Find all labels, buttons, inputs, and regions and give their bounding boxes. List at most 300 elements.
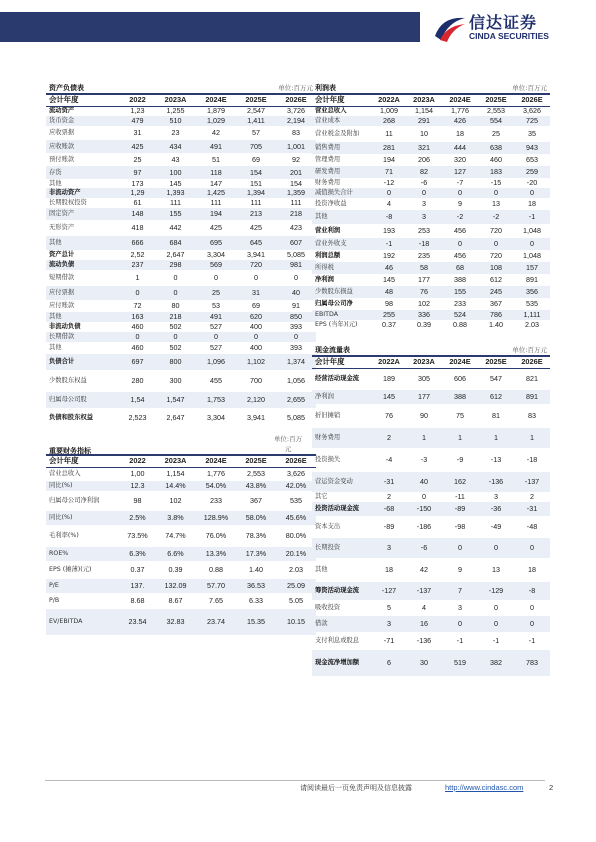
row-label: EPS (摊薄)(元) — [49, 566, 92, 573]
cell-value: 71 — [372, 166, 406, 178]
cell-value: 193 — [383, 226, 395, 235]
row-label: 营业成本 — [312, 116, 372, 126]
cell-value: 20.1% — [276, 547, 316, 561]
cell-value: -31 — [514, 502, 550, 516]
column-header-year: 2022A — [372, 357, 406, 368]
table-row — [46, 354, 316, 370]
cell-value: 0 — [514, 238, 550, 250]
cell-value: 1,102 — [236, 354, 276, 370]
cell-value: -18 — [526, 455, 538, 464]
row-label: 归属母公司净 — [315, 300, 353, 307]
website-link[interactable]: http://www.cindasc.com — [445, 783, 524, 792]
cell-value: 786 — [478, 310, 514, 320]
cell-value: 0 — [442, 616, 478, 632]
cell-value: 510 — [155, 116, 196, 126]
cell-value: 0 — [236, 332, 276, 342]
table-row — [46, 220, 316, 236]
cell-value: 2,647 — [166, 250, 185, 259]
cell-value: 0 — [514, 538, 550, 558]
cell-value: 32.83 — [155, 609, 196, 635]
cell-value: 0 — [276, 332, 316, 342]
table-row — [312, 320, 550, 330]
table-row — [46, 260, 316, 270]
cell-value: 3 — [372, 538, 406, 558]
table-row — [46, 511, 316, 525]
cell-value: 460 — [490, 155, 502, 164]
cell-value: 237 — [120, 260, 155, 270]
cell-value: 479 — [120, 116, 155, 126]
cell-value: 23.54 — [120, 609, 155, 635]
cell-value: -7 — [456, 178, 464, 187]
table-row — [312, 154, 550, 166]
cell-value: 194 — [383, 155, 395, 164]
cell-value: 1.40 — [489, 320, 503, 329]
cinda-logo — [432, 8, 582, 48]
cell-value: 700 — [250, 376, 262, 385]
cell-value: 42.0% — [276, 481, 316, 491]
row-label: 归属母公司股 — [46, 392, 120, 408]
cell-value: 3,626 — [287, 469, 305, 479]
cell-value: 7 — [442, 582, 478, 600]
row-label: P/E — [46, 579, 120, 593]
row-label: 投资净收益 — [315, 200, 347, 207]
cell-value: 606 — [454, 374, 466, 384]
cell-value: 6 — [372, 650, 406, 676]
cell-value: -98 — [454, 522, 466, 531]
cell-value: 3 — [458, 603, 462, 612]
cell-value: 2 — [372, 428, 406, 448]
cell-value: 321 — [406, 142, 442, 154]
cell-value: 12.3 — [120, 481, 155, 491]
cell-value: 76 — [385, 411, 393, 420]
table-title-bar — [312, 345, 550, 357]
cell-value: 1,096 — [196, 354, 236, 370]
column-header-year: 2026E — [514, 95, 550, 106]
column-header-year: 2022 — [120, 456, 155, 467]
cell-value: 393 — [290, 322, 302, 331]
cell-value: 111 — [290, 198, 302, 207]
cell-value: 502 — [169, 343, 182, 352]
cell-value: 2 — [530, 492, 534, 501]
cell-value: 1,029 — [196, 116, 236, 126]
cell-value: 218 — [276, 208, 316, 220]
cell-value: -6 — [420, 178, 428, 187]
row-label: 应收账款 — [46, 140, 120, 153]
cell-value: 620 — [236, 312, 276, 322]
cell-value: 173 — [131, 179, 144, 188]
cell-value: 68 — [442, 262, 478, 274]
row-label: 流动负债 — [46, 260, 120, 270]
cell-value: 7.65 — [209, 596, 223, 605]
table-row — [46, 286, 316, 300]
cell-value: 58.0% — [236, 511, 276, 525]
row-label: 存货 — [46, 166, 120, 179]
cell-value: 1 — [514, 428, 550, 448]
cell-value: 0 — [514, 188, 550, 198]
cell-value: 80 — [171, 301, 180, 310]
row-label: 毛利率(%) — [49, 532, 79, 539]
table-row — [46, 561, 316, 579]
table-row — [46, 198, 316, 208]
cell-value: 720 — [490, 226, 502, 235]
row-label: 支付利息或股息 — [315, 637, 360, 644]
cell-value: 281 — [372, 142, 406, 154]
cell-value: 1,776 — [207, 469, 225, 479]
table-row — [312, 600, 550, 616]
cell-value: 268 — [372, 116, 406, 126]
cell-value: 3,941 — [247, 250, 265, 259]
cell-value: 25.09 — [276, 579, 316, 593]
cell-value: 300 — [169, 376, 182, 385]
table-row — [312, 538, 550, 558]
row-label: 其他 — [49, 344, 62, 351]
cell-value: 0.37 — [130, 565, 145, 574]
cell-value: 612 — [478, 390, 514, 404]
cell-value: 2,647 — [166, 413, 185, 422]
cell-value: 132.09 — [155, 579, 196, 593]
cell-value: 393 — [290, 343, 302, 352]
cell-value: 194 — [196, 208, 236, 220]
cell-value: 57.70 — [196, 579, 236, 593]
cell-value: -137 — [406, 582, 442, 600]
cell-value: -137 — [514, 472, 550, 492]
cell-value: 456 — [454, 226, 466, 235]
cell-value: 356 — [514, 286, 550, 298]
cell-value: 0 — [173, 273, 178, 282]
cell-value: 3 — [372, 616, 406, 632]
cell-value: 183 — [478, 166, 514, 178]
cell-value: 0 — [494, 603, 498, 612]
cell-value: 3,626 — [523, 106, 541, 116]
cell-value: 3,304 — [207, 413, 225, 422]
cell-value: 1,009 — [380, 106, 398, 116]
row-label: 研发费用 — [312, 166, 372, 178]
table-row — [312, 368, 550, 390]
row-label: 非流动负债 — [49, 323, 81, 330]
row-label: 筹资活动现金流 — [312, 582, 372, 600]
table-title-bar — [46, 434, 316, 456]
column-header-label: 会计年度 — [312, 357, 372, 368]
table-row — [46, 408, 316, 428]
cell-value: 148 — [120, 208, 155, 220]
cell-value: 18 — [528, 565, 536, 574]
cell-value: 155 — [155, 208, 196, 220]
cell-value: -89 — [442, 502, 478, 516]
cell-value: 388 — [454, 275, 466, 284]
table-row — [312, 650, 550, 676]
table-unit: 单位:百万元 — [512, 84, 547, 92]
table-row — [46, 179, 316, 188]
table-row — [46, 126, 316, 140]
cell-value: 102 — [418, 299, 430, 308]
cell-value: 98 — [385, 299, 393, 308]
cell-value: 25 — [133, 154, 142, 164]
cell-value: 444 — [442, 142, 478, 154]
cell-value: 460 — [131, 322, 144, 331]
footer-divider — [45, 780, 545, 781]
table-row — [312, 502, 550, 516]
column-header-year: 2025E — [478, 357, 514, 368]
cell-value: 245 — [478, 286, 514, 298]
cell-value: 111 — [210, 198, 222, 207]
table-row — [46, 392, 316, 408]
cell-value: 1 — [406, 428, 442, 448]
table-row — [312, 178, 550, 188]
cell-value: 434 — [155, 140, 196, 153]
column-header-year: 2023A — [155, 456, 196, 467]
cell-value: 92 — [292, 154, 300, 164]
logo-text-en: CINDA SECURITIES — [469, 31, 549, 41]
cell-value: 3.8% — [155, 511, 196, 525]
cell-value: 0 — [530, 603, 534, 612]
cell-value: 0 — [214, 273, 218, 282]
cell-value: 259 — [514, 166, 550, 178]
cell-value: 455 — [210, 376, 222, 385]
cell-value: -36 — [478, 502, 514, 516]
table-row — [46, 270, 316, 286]
cell-value: 90 — [420, 411, 428, 420]
cell-value: 1,393 — [155, 188, 196, 198]
column-header-year: 2026E — [276, 95, 316, 106]
cell-value: 0 — [120, 332, 155, 342]
income-statement-table — [312, 83, 550, 330]
cash-flow-table — [312, 345, 550, 676]
table-header-row — [46, 95, 316, 106]
table-row — [46, 525, 316, 547]
cell-value: 18 — [528, 199, 536, 208]
table-row — [46, 609, 316, 635]
cell-value: 720 — [236, 260, 276, 270]
table-row — [46, 208, 316, 220]
cell-value: 653 — [526, 155, 538, 164]
cell-value: -12 — [383, 178, 395, 187]
cell-value: 98 — [133, 496, 142, 505]
cell-value: 43 — [171, 154, 180, 164]
cell-value: 177 — [418, 275, 430, 284]
cell-value: 1,048 — [523, 251, 541, 260]
cell-value: 1 — [442, 428, 478, 448]
cell-value: 69 — [252, 154, 260, 164]
cell-value: 981 — [276, 260, 316, 270]
column-header-year: 2025E — [236, 95, 276, 106]
cell-value: 535 — [526, 299, 538, 308]
table-row — [312, 298, 550, 310]
cell-value: 13.3% — [196, 547, 236, 561]
logo-text-cn: 信达证券 — [469, 13, 538, 32]
cell-value: 535 — [290, 496, 302, 505]
cell-value: 23 — [171, 128, 180, 137]
row-label: 净利润 — [315, 276, 334, 283]
cell-value: 137. — [120, 579, 155, 593]
table-row — [312, 238, 550, 250]
table-row — [312, 492, 550, 502]
table-row — [312, 632, 550, 650]
table-row — [312, 516, 550, 538]
table-header-row — [312, 357, 550, 368]
cell-value: 155 — [442, 286, 478, 298]
row-label: 应付账款 — [49, 302, 75, 309]
cell-value: -31 — [372, 472, 406, 492]
cell-value: -8 — [514, 582, 550, 600]
row-label: 负债和股东权益 — [49, 414, 94, 421]
row-label: 减值损失合计 — [312, 188, 372, 198]
cell-value: 0 — [442, 538, 478, 558]
table-row — [312, 224, 550, 238]
cell-value: 0 — [478, 238, 514, 250]
table-unit: 单位:百万元 — [273, 435, 303, 453]
cell-value: 218 — [155, 312, 196, 322]
cell-value: 18 — [385, 565, 393, 574]
cell-value: 30 — [406, 650, 442, 676]
cell-value: 53 — [212, 301, 220, 310]
cell-value: 192 — [383, 251, 395, 260]
cell-value: 162 — [442, 472, 478, 492]
row-label: 非流动资产 — [46, 188, 120, 198]
cell-value: 17.3% — [236, 547, 276, 561]
cell-value: 0 — [478, 188, 514, 198]
row-label: 同比(%) — [46, 511, 120, 525]
row-label: 折旧摊销 — [315, 412, 341, 419]
cell-value: 154 — [290, 179, 302, 188]
table-row — [46, 116, 316, 126]
cell-value: 6.6% — [155, 547, 196, 561]
cell-value: 206 — [418, 155, 430, 164]
row-label: 长期股权投资 — [49, 199, 87, 206]
cell-value: 783 — [514, 650, 550, 676]
cell-value: 57 — [252, 128, 260, 137]
page-number: 2 — [549, 783, 554, 792]
cell-value: 2.5% — [120, 511, 155, 525]
cell-value: 1,411 — [236, 116, 276, 126]
cell-value: 81 — [492, 411, 500, 420]
cell-value: 0.37 — [382, 320, 396, 329]
cell-value: 821 — [526, 374, 538, 384]
row-label: P/B — [49, 597, 60, 604]
cell-value: 460 — [131, 343, 144, 352]
cell-value: -6 — [406, 538, 442, 558]
table-row — [46, 370, 316, 392]
cell-value: 0 — [120, 286, 155, 300]
row-label: 财务费用 — [312, 428, 372, 448]
row-label: 其它 — [315, 493, 328, 500]
row-label: 所得税 — [312, 262, 372, 274]
row-label: 少数股东权益 — [49, 377, 87, 384]
cell-value: 0 — [406, 188, 442, 198]
cell-value: 5.05 — [289, 596, 303, 605]
table-row — [46, 491, 316, 511]
row-label: 应付票据 — [46, 286, 120, 300]
column-header-year: 2024E — [196, 456, 236, 467]
cell-value: 9 — [458, 565, 462, 574]
table-row — [46, 467, 316, 481]
cell-value: 4 — [422, 603, 426, 612]
cell-value: 233 — [454, 299, 466, 308]
cell-value: 15.35 — [236, 609, 276, 635]
cell-value: 201 — [276, 166, 316, 179]
cell-value: -2 — [478, 210, 514, 224]
cell-value: 2,553 — [247, 469, 265, 479]
row-label: 其他 — [46, 236, 120, 250]
cell-value: 13 — [492, 199, 500, 208]
cell-value: -1 — [514, 210, 550, 224]
row-label: 流动资产 — [49, 107, 75, 115]
table-row — [46, 342, 316, 354]
table-row — [46, 188, 316, 198]
cell-value: -9 — [456, 455, 464, 464]
cell-value: 74.7% — [165, 531, 186, 540]
cell-value: 305 — [418, 374, 430, 384]
cell-value: 491 — [196, 140, 236, 153]
table-row — [312, 310, 550, 320]
table-row — [312, 188, 550, 198]
column-header-year: 2024E — [196, 95, 236, 106]
cell-value: 280 — [131, 376, 144, 385]
table-row — [46, 153, 316, 166]
cell-value: 5,085 — [287, 413, 305, 422]
cell-value: 72 — [133, 301, 142, 310]
cell-value: 0 — [155, 332, 196, 342]
cell-value: 111 — [170, 198, 181, 207]
cell-value: 425 — [210, 223, 222, 232]
cell-value: 1,29 — [120, 188, 155, 198]
cell-value: -1 — [456, 636, 464, 645]
cell-value: 298 — [155, 260, 196, 270]
row-label: 利润总额 — [315, 252, 341, 259]
table-row — [46, 579, 316, 593]
column-header-year: 2024E — [442, 95, 478, 106]
cell-value: 666 — [120, 236, 155, 250]
cell-value: 54.0% — [196, 481, 236, 491]
cell-value: 527 — [210, 343, 222, 352]
cell-value: 547 — [490, 374, 502, 384]
row-label: 其他 — [315, 566, 328, 573]
row-label: 营业总收入 — [49, 470, 81, 478]
cell-value: 3,304 — [207, 250, 225, 259]
table-row — [46, 481, 316, 491]
cell-value: 0 — [196, 332, 236, 342]
table-row — [46, 547, 316, 561]
row-label: 营业外收支 — [312, 238, 372, 250]
cell-value: 720 — [490, 251, 502, 260]
row-label: 资产总计 — [49, 251, 75, 258]
cell-value: -136 — [478, 472, 514, 492]
table-row — [312, 116, 550, 126]
key-indicators-table — [46, 434, 316, 635]
table-row — [46, 593, 316, 609]
cell-value: 367 — [250, 496, 262, 505]
cell-value: -4 — [385, 455, 393, 464]
cell-value: 0 — [372, 188, 406, 198]
cell-value: 82 — [406, 166, 442, 178]
header-band — [0, 12, 420, 42]
row-label: 营运资金变动 — [312, 472, 372, 492]
cell-value: -71 — [383, 636, 395, 645]
cell-value: 425 — [120, 140, 155, 153]
table-row — [312, 390, 550, 404]
table-row — [312, 198, 550, 210]
cell-value: 2,52 — [130, 250, 145, 259]
cell-value: 233 — [210, 496, 222, 505]
cell-value: 607 — [276, 236, 316, 250]
cell-value: 35 — [528, 129, 536, 138]
column-header-label: 会计年度 — [46, 95, 120, 106]
cell-value: 2,655 — [276, 392, 316, 408]
cell-value: 97 — [120, 166, 155, 179]
cell-value: 83 — [528, 411, 536, 420]
cell-value: 3,941 — [247, 413, 265, 422]
cinda-logo-icon — [432, 10, 468, 46]
cell-value: 425 — [250, 223, 262, 232]
